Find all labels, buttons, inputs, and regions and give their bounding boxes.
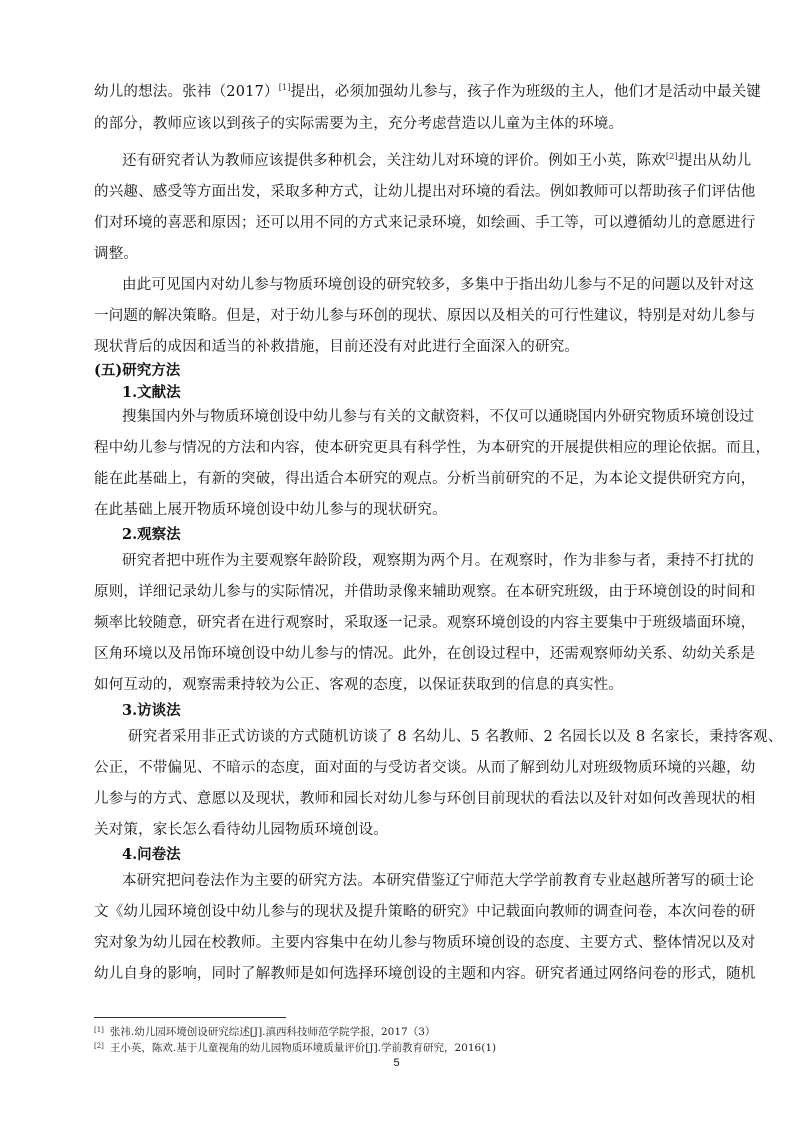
paragraph-line: 程中幼儿参与情况的方法和内容，使本研究更具有科学性，为本研究的开展提供相应的理论依据。而且， — [94, 440, 771, 456]
paragraph-line: 幼儿自身的影响，同时了解教师是如何选择环境创设的主题和内容。研究者通过网络问卷的形式，随机 — [94, 966, 756, 982]
footnote — [94, 1040, 496, 1055]
paragraph-line: 的兴趣、感受等方面出发，采取多种方式，让幼儿提出对环境的看法。例如教师可以帮助孩子们评估他 — [94, 184, 756, 200]
footnote-text: 王小英，陈欢.基于儿童视角的幼儿园物质环境质量评价[J].学前教育研究，2016(1) — [109, 1042, 497, 1054]
text-run: 还有研究者认为教师应该提供多种机会，关注幼儿对环境的评价。例如王小英，陈欢 — [122, 153, 666, 169]
footnote-ref[interactable]: [2] — [665, 152, 678, 161]
section-heading: (五)研究方法 — [94, 362, 181, 379]
paragraph-line: 研究者采用非正式访谈的方式随机访谈了 8 名幼儿、5 名教师、2 名园长以及 8 名家长，秉持客观、 — [128, 729, 783, 745]
paragraph-line: 关对策，家长怎么看待幼儿园物质环境创设。 — [94, 822, 388, 838]
paragraph-line: 在此基础上展开物质环境创设中幼儿参与的现状研究。 — [94, 502, 447, 518]
paragraph-line: 现状背后的成因和适当的补救措施，目前还没有对此进行全面深入的研究。 — [94, 339, 580, 355]
text-run: 提出，必须加强幼儿参与，孩子作为班级的主人，他们才是活动中最关键 — [290, 84, 762, 100]
subsection-heading: 4.问卷法 — [122, 846, 181, 863]
paragraph-line: 原则，详细记录幼儿参与的实际情况，并借助录像来辅助观察。在本研究班级，由于环境创设的时间和 — [94, 584, 756, 600]
subsection-heading: 1.文献法 — [122, 384, 181, 401]
footnote-separator — [94, 1017, 286, 1018]
paragraph-line: 如何互动的，观察需秉持较为公正、客观的态度，以保证获取到的信息的真实性。 — [94, 677, 624, 693]
paragraph-line: 儿参与的方式、意愿以及现状，教师和园长对幼儿参与环创目前现状的看法以及针对如何改善现状的相 — [94, 791, 756, 807]
paragraph-line: 一问题的解决策略。但是，对于幼儿参与环创的现状、原因以及相关的可行性建议，特别是对幼儿参与 — [94, 308, 756, 324]
paragraph-line: 究对象为幼儿园在校教师。主要内容集中在幼儿参与物质环境创设的态度、主要方式、整体情况以及对 — [94, 935, 756, 951]
paragraph-line: 文《幼儿园环境创设中幼儿参与的现状及提升策略的研究》中记载面向教师的调查问卷，本次问卷的研 — [94, 904, 756, 920]
footnote-ref[interactable]: [1] — [278, 83, 291, 92]
paragraph-line — [94, 80, 762, 101]
footnote-text: 张祎.幼儿园环境创设研究综述[J].滇西科技师范学院学报，2017（3） — [109, 1026, 436, 1038]
paragraph-line: 区角环境以及吊饰环境创设中幼儿参与的情况。此外，在创设过程中，还需观察师幼关系、幼幼关系是 — [94, 646, 756, 662]
text-run: 幼儿的想法。张祎（2017） — [94, 84, 279, 100]
subsection-heading: 3.访谈法 — [122, 702, 181, 719]
paragraph-line: 的部分，教师应该以到孩子的实际需要为主，充分考虑营造以儿童为主体的环境。 — [94, 116, 624, 132]
page-number: 5 — [393, 1057, 400, 1069]
paragraph-line: 们对环境的喜恶和原因；还可以用不同的方式来记录环境，如绘画、手工等，可以遵循幼儿的意愿进行 — [94, 215, 756, 231]
paragraph-line — [122, 149, 752, 170]
text-run: 提出从幼儿 — [677, 153, 752, 169]
paragraph-line: 本研究把问卷法作为主要的研究方法。本研究借鉴辽宁师范大学学前教育专业赵越所著写的硕士论 — [122, 873, 755, 889]
footnote-mark: [2] — [94, 1042, 104, 1050]
paragraph-line: 频率比较随意，研究者在进行观察时，采取逐一记录。观察环境创设的内容主要集中于班级墙面环境， — [94, 615, 756, 631]
paragraph-line: 搜集国内外与物质环境创设中幼儿参与有关的文献资料，不仅可以通晓国内外研究物质环境创设过 — [122, 409, 755, 425]
paragraph-line: 研究者把中班作为主要观察年龄阶段，观察期为两个月。在观察时，作为非参与者，秉持不打扰的 — [122, 553, 755, 569]
paragraph-line: 公正，不带偏见、不暗示的态度，面对面的与受访者交谈。从而了解到幼儿对班级物质环境的兴趣，幼 — [94, 760, 756, 776]
paragraph-line: 能在此基础上，有新的突破，得出适合本研究的观点。分析当前研究的不足，为本论文提供研究方向， — [94, 471, 756, 487]
paragraph-line: 由此可见国内对幼儿参与物质环境创设的研究较多，多集中于指出幼儿参与不足的问题以及针对这 — [122, 277, 755, 293]
footnote-mark: [1] — [94, 1026, 104, 1034]
footnote — [94, 1024, 435, 1039]
subsection-heading: 2.观察法 — [122, 526, 181, 543]
paragraph-line: 调整。 — [94, 246, 139, 262]
